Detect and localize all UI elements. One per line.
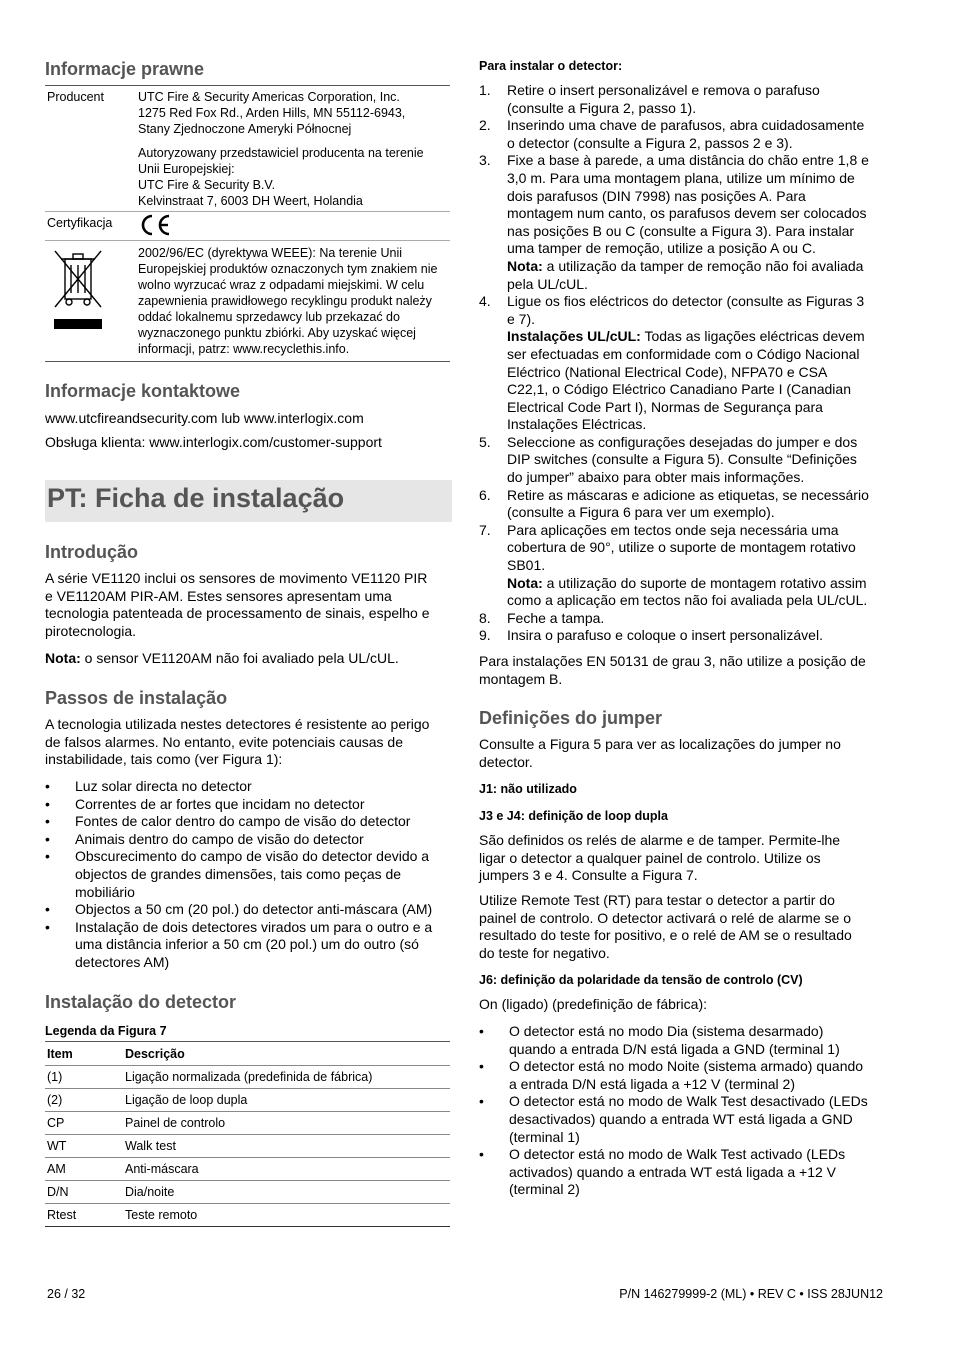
j6-on-label: On (ligado) (predefinição de fábrica): — [479, 996, 708, 1012]
page-number: 26 / 32 — [47, 1287, 86, 1301]
producer-address: UTC Fire & Security Americas Corporation, Inc. 1275 Red Fox Rd., Arden Hills, MN 55112-6943, Stany Zjednoczone Ameryki Północnej Autoryzowany przedstawiciel producenta na terenie Unii Europejskiej: UTC Fire & Security B.V. Kelvinstraat 7, 6003 DH Weert, Holandia — [138, 90, 424, 208]
weee-text: 2002/96/EC (dyrektywa WEEE): Na terenie Unii Europejskiej produktów oznaczonych tym znakiem nie wolno wyrzucać wraz z odpadami miejskimi. W celu zapewnienia prawidłowego recyklingu produkt należy oddać lokalnemu sprzedawcy lub przekazać do wyznaczonego punktu zbiórki. Aby uzyskać więcej informacji, patrz: www.recyclethis.info. — [138, 246, 438, 356]
list-item: 9. Insira o parafuso e coloque o insert personalizável. — [479, 627, 823, 644]
intro-heading: Introdução — [45, 542, 138, 562]
steps-intro: A tecnologia utilizada nestes detectores é resistente ao perigo de falsos alarmes. No entanto, evite potenciais causas de instabilidade, tais como (ver Figura 1): — [45, 716, 430, 768]
table-row: WT Walk test — [45, 1135, 450, 1158]
list-item: • O detector está no modo Noite (sistema armado) quando a entrada D/N está ligada a +12 V (terminal 2) — [479, 1058, 883, 1093]
list-item: • O detector está no modo de Walk Test desactivado (LEDs desactivados) quando a entrada WT está ligada a GND (terminal 1) — [479, 1093, 883, 1146]
section-banner-title: PT: Ficha de instalação — [47, 483, 345, 513]
legal-heading: Informacje prawne — [45, 59, 205, 79]
table-row: D/N Dia/noite — [45, 1181, 450, 1204]
table-row: AM Anti-máscara — [45, 1158, 450, 1181]
certification-label: Certyfikacja — [47, 216, 113, 230]
divider — [45, 1041, 450, 1042]
contact-websites: www.utcfireandsecurity.com lub www.interlogix.com — [45, 410, 364, 426]
contact-heading: Informacje kontaktowe — [45, 381, 241, 401]
jumper-heading: Definições do jumper — [479, 708, 663, 728]
j34-heading: J3 e J4: definição de loop dupla — [479, 809, 668, 823]
procedure-list — [479, 82, 883, 645]
section-banner — [45, 480, 452, 522]
table-row: CP Painel de controlo — [45, 1112, 450, 1135]
list-item: • O detector está no modo Dia (sistema desarmado) quando a entrada D/N está ligada a GND (terminal 1) — [479, 1023, 883, 1058]
ce-mark-icon — [138, 213, 172, 242]
divider — [45, 211, 450, 212]
weee-crossed-bin-icon — [51, 247, 105, 336]
steps-heading: Passos de instalação — [45, 688, 228, 708]
list-item: • Instalação de dois detectores virados um para o outro e a uma distância inferior a 50 cm (20 pol.) um do outro (só detectores AM) — [45, 919, 451, 972]
col-desc-header: Descrição — [123, 1043, 450, 1066]
col-item-header: Item — [45, 1043, 123, 1066]
list-item: • Animais dentro do campo de visão do detector — [45, 831, 451, 849]
table-header — [45, 1043, 450, 1066]
intro-text: A série VE1120 inclui os sensores de movimento VE1120 PIR e VE1120AM PIR-AM. Estes sensores apresentam uma tecnologia patenteada de processamento de sinais, espelho e pirotecnologia. — [45, 570, 430, 639]
list-item: 5. Seleccione as configurações desejadas do jumper e dos DIP switches (consulte a Figura 5). Consulte “Definições do jumper” abaixo para obter mais informações. — [479, 433, 858, 486]
list-item: • Luz solar directa no detector — [45, 778, 451, 796]
list-item: 3. Fixe a base à parede, a uma distância do chão entre 1,8 e 3,0 m. Para uma montagem plana, utilize um mínimo de dois parafusos (DIN 7998) nas posições A. Para montagem num canto, os parafusos devem ser colocados nas posições B ou C (consulte a Figura 3). Para instalar uma tamper de remoção, utilize a posição A ou C. Nota: a utilização da tamper de remoção não foi avaliada pela UL/cUL. — [479, 152, 869, 292]
intro-note: Nota: o sensor VE1120AM não foi avaliado pela UL/cUL. — [45, 650, 399, 666]
list-item: 1. Retire o insert personalizável e remova o parafuso (consulte a Figura 2, passo 1). — [479, 82, 820, 116]
j34-text: São definidos os relés de alarme e de tamper. Permite-lhe ligar o detector a qualquer painel de controlo. Utilize os jumpers 3 e 4. Consulte a Figura 7. — [479, 832, 841, 884]
remote-test-text: Utilize Remote Test (RT) para testar o detector a partir do painel de controlo. O detector activará o relé de alarme se o resultado do teste for positivo, e o relé de AM se o resultado do teste for negativo. — [479, 892, 852, 961]
legend-title: Legenda da Figura 7 — [45, 1024, 167, 1038]
table-row: Rtest Teste remoto — [45, 1204, 450, 1227]
list-item: • Correntes de ar fortes que incidam no detector — [45, 796, 451, 814]
part-number: P/N 146279999-2 (ML) • REV C • ISS 28JUN12 — [619, 1287, 883, 1301]
list-item: • Obscurecimento do campo de visão do detector devido a objectos de grandes dimensões, tais como peças de mobiliário — [45, 848, 451, 901]
jumper-intro: Consulte a Figura 5 para ver as localizações do jumper no detector. — [479, 736, 841, 770]
list-item: 7. Para aplicações em tectos onde seja necessária uma cobertura de 90°, utilize o suporte de montagem rotativo SB01. Nota: a utilização do suporte de montagem rotativo assim como a aplicação em tectos não foi avaliada pela UL/cUL. — [479, 521, 868, 609]
table-row: (1) Ligação normalizada (predefinida de fábrica) — [45, 1066, 450, 1089]
list-item: 4. Ligue os fios eléctricos do detector (consulte as Figuras 3 e 7). Instalações UL/cUL: Todas as ligações eléctricas devem ser efectuadas em conformidade com o Código Nacional Eléctrico (National Electrical Code), NFPA70 e CSA C22,1, o Código Eléctrico Canadiano Parte I (Canadian Electrical Code Part I), Normas de Segurança para Instalações Eléctricas. — [479, 293, 865, 433]
producer-label: Producent — [47, 90, 104, 104]
contact-support: Obsługa klienta: www.interlogix.com/customer-support — [45, 434, 382, 450]
en50131-note: Para instalações EN 50131 de grau 3, não utilize a posição de montagem B. — [479, 653, 866, 687]
list-item: • Objectos a 50 cm (20 pol.) do detector anti-máscara (AM) — [45, 901, 451, 919]
divider — [45, 361, 450, 362]
list-item: • O detector está no modo de Walk Test activado (LEDs activados) quando a entrada WT está ligada a +12 V (terminal 2) — [479, 1146, 883, 1199]
list-item: 2. Inserindo uma chave de parafusos, abra cuidadosamente o detector (consulte a Figura 2, passos 2 e 3). — [479, 117, 865, 151]
list-item: • Fontes de calor dentro do campo de visão do detector — [45, 813, 451, 831]
legend-table — [45, 1043, 450, 1227]
divider — [45, 85, 450, 86]
table-row: (2) Ligação de loop dupla — [45, 1089, 450, 1112]
list-item: 6. Retire as máscaras e adicione as etiquetas, se necessário (consulte a Figura 6 para ver um exemplo). — [479, 486, 869, 521]
install-heading: Instalação do detector — [45, 992, 237, 1012]
j1-heading: J1: não utilizado — [479, 782, 577, 796]
j6-heading: J6: definição da polaridade da tensão de controlo (CV) — [479, 973, 803, 987]
j6-modes-list — [479, 1023, 883, 1199]
procedure-heading: Para instalar o detector: — [479, 59, 623, 73]
hazards-list — [45, 778, 451, 972]
list-item: 8. Feche a tampa. — [479, 609, 605, 626]
divider — [45, 240, 450, 241]
